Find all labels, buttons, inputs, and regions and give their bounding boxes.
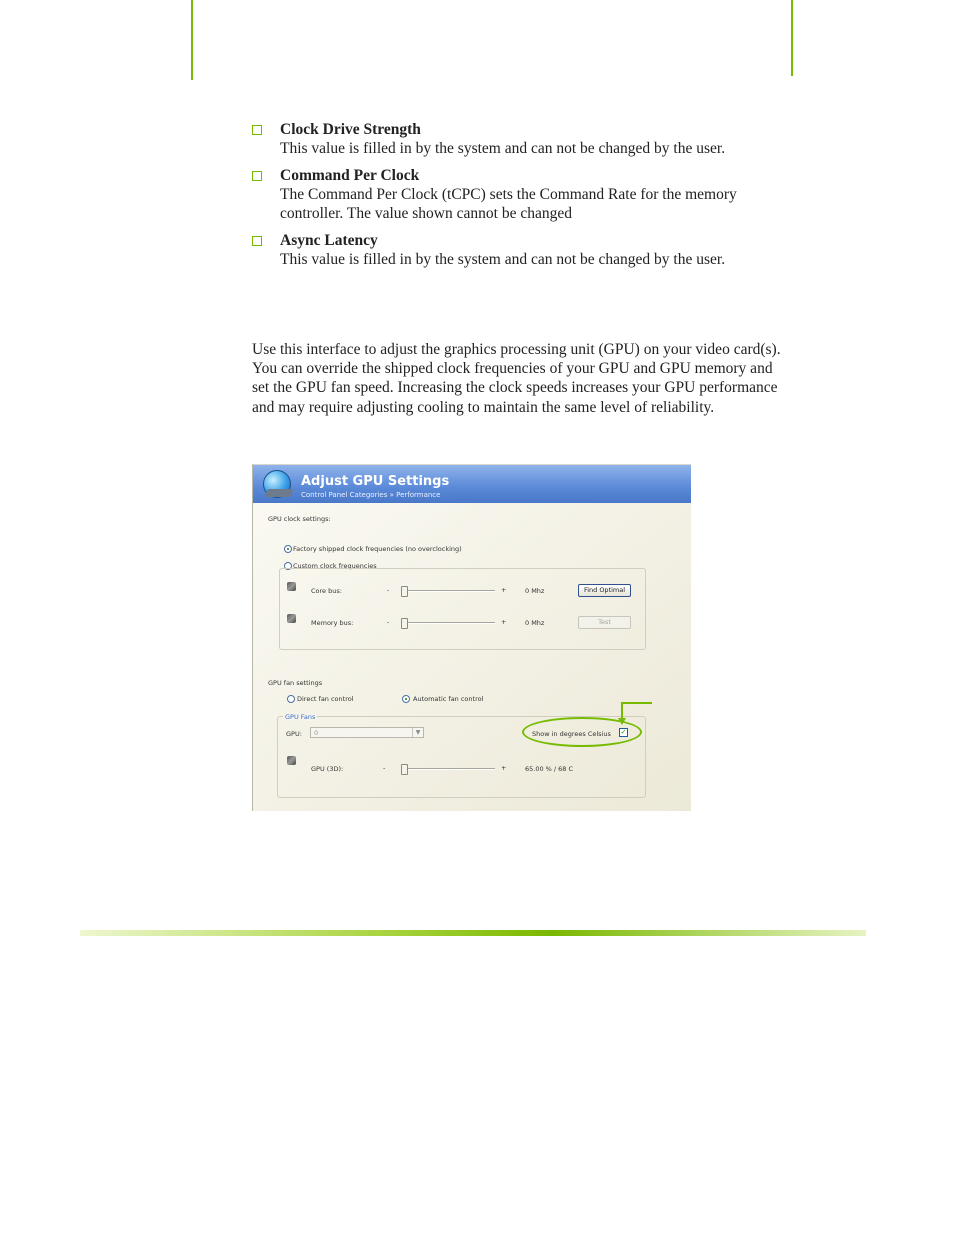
factory-clock-label: Factory shipped clock frequencies (no overclocking) bbox=[293, 545, 462, 553]
direct-fan-label: Direct fan control bbox=[297, 695, 354, 703]
adjust-gpu-settings-screenshot bbox=[252, 464, 691, 811]
memory-bus-value: 0 Mhz bbox=[525, 619, 545, 627]
gpu-select-label: GPU: bbox=[286, 730, 302, 738]
auto-fan-label: Automatic fan control bbox=[413, 695, 484, 703]
callout-line-vertical bbox=[621, 702, 623, 719]
core-minus-label: - bbox=[387, 586, 390, 594]
gpu-3d-slider-track[interactable] bbox=[401, 768, 495, 770]
list-item bbox=[252, 166, 792, 223]
fan-section-title: GPU fan settings bbox=[268, 679, 323, 687]
core-bus-icon bbox=[287, 582, 296, 591]
bullet-body: The Command Per Clock (tCPC) sets the Command Rate for the memory controller. The value shown cannot be changed bbox=[280, 186, 737, 222]
left-margin-line bbox=[191, 0, 193, 80]
custom-clock-group bbox=[279, 568, 646, 650]
celsius-label: Show in degrees Celsius bbox=[532, 730, 611, 738]
intro-paragraph: Use this interface to adjust the graphics processing unit (GPU) on your video card(s). You can override the shipped clock frequencies of your GPU and GPU memory and set the GPU fan speed. Increasing the clock speeds increases your GPU performance and may require adjusting cooling to maintain the same level of reliability. bbox=[252, 341, 781, 416]
direct-fan-radio[interactable] bbox=[287, 695, 295, 703]
memory-bus-slider-track[interactable] bbox=[401, 622, 495, 624]
core-bus-slider-thumb[interactable] bbox=[401, 586, 408, 597]
bullet-box-icon bbox=[252, 171, 262, 181]
panel-header bbox=[253, 465, 691, 503]
footer-gradient-bar bbox=[80, 930, 866, 936]
core-bus-value: 0 Mhz bbox=[525, 587, 545, 595]
panel-title: Adjust GPU Settings bbox=[301, 474, 450, 489]
gpu-3d-label: GPU (3D): bbox=[311, 765, 344, 773]
gpu-3d-plus-label: + bbox=[501, 764, 507, 772]
core-bus-slider-track[interactable] bbox=[401, 590, 495, 592]
gpu-3d-slider-thumb[interactable] bbox=[401, 764, 408, 775]
bullet-body: This value is filled in by the system and can not be changed by the user. bbox=[280, 251, 726, 268]
breadcrumb[interactable]: Control Panel Categories » Performance bbox=[301, 491, 441, 499]
bullet-title: Async Latency bbox=[280, 232, 378, 249]
clock-section-title: GPU clock settings: bbox=[268, 515, 331, 523]
bullet-body: This value is filled in by the system and can not be changed by the user. bbox=[280, 140, 726, 157]
bullet-list bbox=[252, 120, 792, 277]
list-item bbox=[252, 120, 792, 158]
custom-clock-label: Custom clock frequencies bbox=[293, 562, 377, 570]
memory-minus-label: - bbox=[387, 618, 390, 626]
gpu-3d-minus-label: - bbox=[383, 764, 386, 772]
right-margin-line bbox=[791, 0, 793, 76]
core-bus-label: Core bus: bbox=[311, 587, 342, 595]
celsius-checkbox[interactable]: ✓ bbox=[620, 728, 627, 736]
chevron-down-icon[interactable]: ▼ bbox=[412, 728, 423, 737]
gpu-3d-value: 65.00 % / 68 C bbox=[525, 765, 574, 773]
factory-clock-radio[interactable] bbox=[284, 545, 292, 553]
bullet-title: Clock Drive Strength bbox=[280, 121, 421, 138]
auto-fan-radio[interactable] bbox=[402, 695, 410, 703]
memory-plus-label: + bbox=[501, 618, 507, 626]
memory-bus-slider-thumb[interactable] bbox=[401, 618, 408, 629]
gpu-fans-group-title: GPU Fans bbox=[285, 713, 316, 721]
memory-bus-label: Memory bus: bbox=[311, 619, 354, 627]
find-optimal-button[interactable]: Find Optimal bbox=[578, 584, 631, 597]
bullet-box-icon bbox=[252, 125, 262, 135]
globe-icon bbox=[263, 470, 291, 498]
gpu-3d-icon bbox=[287, 756, 296, 765]
memory-bus-icon bbox=[287, 614, 296, 623]
bullet-box-icon bbox=[252, 236, 262, 246]
callout-arrow-icon bbox=[618, 718, 626, 725]
gpu-select[interactable] bbox=[310, 727, 424, 738]
bullet-title: Command Per Clock bbox=[280, 167, 420, 184]
core-plus-label: + bbox=[501, 586, 507, 594]
gpu-select-value: 0 bbox=[314, 729, 319, 737]
test-button[interactable]: Test bbox=[578, 616, 631, 629]
list-item bbox=[252, 231, 792, 269]
callout-line-horizontal bbox=[622, 702, 652, 704]
